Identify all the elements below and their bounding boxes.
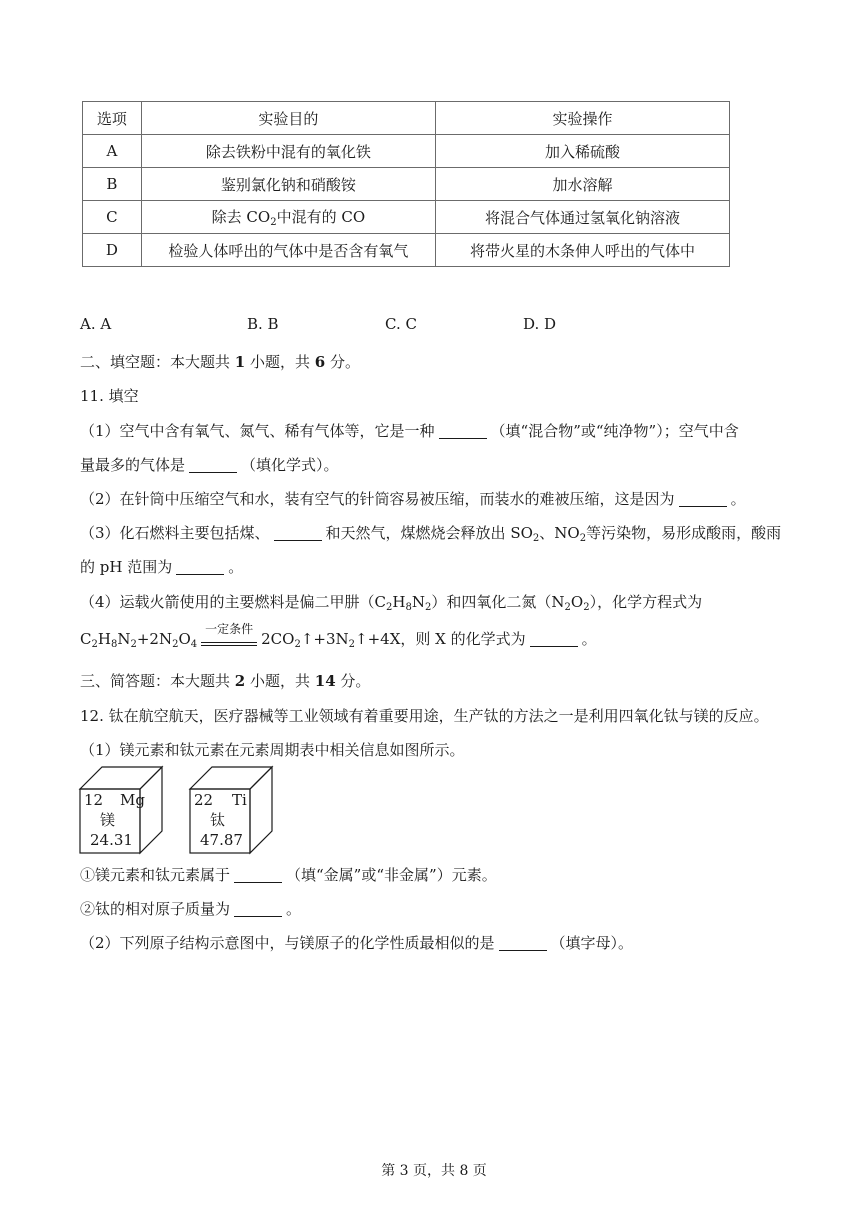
answer-blank[interactable] bbox=[234, 867, 282, 883]
section-count: 1 bbox=[234, 353, 246, 371]
element-name: 镁 bbox=[100, 811, 116, 829]
choice-b[interactable]: B. B bbox=[247, 315, 279, 333]
purpose-text: 中混有的 CO bbox=[276, 208, 366, 226]
subscript: 2 bbox=[425, 602, 432, 613]
row-purpose: 检验人体呼出的气体中是否含有氧气 bbox=[141, 234, 435, 267]
answer-blank[interactable] bbox=[189, 457, 237, 473]
equation-text: N bbox=[117, 630, 131, 648]
equation-text: ↑+3N bbox=[300, 630, 349, 648]
question-text: （1）空气中含有氧气、氮气、稀有气体等，它是一种 bbox=[80, 422, 435, 440]
row-purpose: 鉴别氯化钠和硝酸铵 bbox=[141, 168, 435, 201]
question-text: ①镁元素和钛元素属于 bbox=[80, 866, 231, 884]
subscript: 2 bbox=[564, 602, 571, 613]
row-option: B bbox=[83, 168, 142, 201]
subscript: 2 bbox=[91, 639, 98, 650]
row-operation: 将带火星的木条伸人呼出的气体中 bbox=[435, 234, 729, 267]
section-text: 小题，共 bbox=[245, 353, 315, 371]
q12-subquestion-2 bbox=[80, 898, 301, 919]
question-text: 量最多的气体是 bbox=[80, 456, 186, 474]
question-text: 和天然气，煤燃烧会释放出 SO bbox=[325, 524, 533, 542]
row-operation: 将混合气体通过氢氧化钠溶液 bbox=[435, 201, 729, 234]
section-heading-short-answer bbox=[80, 670, 370, 691]
question-text: 的 pH 范围为 bbox=[80, 558, 173, 576]
choice-a[interactable]: A. A bbox=[80, 315, 112, 333]
chemical-equation bbox=[80, 622, 597, 650]
atomic-mass: 24.31 bbox=[90, 831, 133, 849]
equation-text: 。 bbox=[581, 630, 597, 648]
q12-part2 bbox=[80, 932, 633, 953]
question-12-title: 12. 钛在航空航天，医疗器械等工业领域有着重要用途，生产钛的方法之一是利用四氧化钛与镁的反应。 bbox=[80, 707, 769, 725]
row-purpose bbox=[141, 201, 435, 234]
subscript: 2 bbox=[348, 639, 356, 650]
question-text: 。 bbox=[286, 900, 302, 918]
section-score: 14 bbox=[314, 672, 336, 690]
header-operation: 实验操作 bbox=[435, 102, 729, 135]
choice-c[interactable]: C. C bbox=[385, 315, 417, 333]
row-operation: 加入稀硫酸 bbox=[435, 135, 729, 168]
question-text: ②钛的相对原子质量为 bbox=[80, 900, 231, 918]
subscript: 2 bbox=[579, 533, 587, 544]
equation-text: H bbox=[97, 630, 111, 648]
row-option: D bbox=[83, 234, 142, 267]
subscript: 2 bbox=[270, 217, 277, 228]
section-text: 三、简答题：本大题共 bbox=[80, 672, 235, 690]
question-text: （4）运载火箭使用的主要燃料是偏二甲肼（C bbox=[80, 593, 387, 611]
q11-part1-line1 bbox=[80, 420, 739, 441]
question-text: N bbox=[411, 593, 425, 611]
section-count: 2 bbox=[234, 672, 246, 690]
subscript: 8 bbox=[110, 639, 118, 650]
question-text: （填化学式）。 bbox=[241, 456, 339, 474]
row-purpose: 除去铁粉中混有的氧化铁 bbox=[141, 135, 435, 168]
equation-text: +2N bbox=[136, 630, 173, 648]
question-text: （2）在针筒中压缩空气和水，装有空气的针筒容易被压缩，而装水的难被压缩，这是因为 bbox=[80, 490, 675, 508]
atomic-number: 12 bbox=[84, 791, 104, 809]
answer-blank[interactable] bbox=[499, 935, 547, 951]
q12-subquestion-1 bbox=[80, 864, 497, 885]
question-text: （填“金属”或“非金属”）元素。 bbox=[286, 866, 497, 884]
element-card-magnesium bbox=[78, 765, 188, 855]
answer-blank[interactable] bbox=[439, 423, 487, 439]
q11-part1-line2 bbox=[80, 454, 339, 475]
table-header-row bbox=[83, 102, 730, 135]
question-text: 。 bbox=[228, 558, 244, 576]
question-text: （3）化石燃料主要包括煤、 bbox=[80, 524, 270, 542]
section-text: 二、填空题：本大题共 bbox=[80, 353, 235, 371]
answer-blank[interactable] bbox=[679, 491, 727, 507]
subscript: 2 bbox=[172, 639, 179, 650]
equation-text: O bbox=[178, 630, 191, 648]
subscript: 2 bbox=[532, 533, 540, 544]
question-text: 、NO bbox=[539, 524, 580, 542]
answer-blank[interactable] bbox=[274, 525, 322, 541]
subscript: 4 bbox=[190, 639, 198, 650]
section-text: 分。 bbox=[325, 353, 360, 371]
q11-part4-line1 bbox=[80, 591, 702, 613]
q11-part3-line1 bbox=[80, 522, 781, 544]
question-text: （2）下列原子结构示意图中，与镁原子的化学性质最相似的是 bbox=[80, 934, 495, 952]
question-text: ）和四氧化二氮（N bbox=[431, 593, 565, 611]
element-symbol: Ti bbox=[232, 791, 247, 809]
answer-blank[interactable] bbox=[176, 559, 224, 575]
equation-text: ↑+4X，则 X 的化学式为 bbox=[355, 630, 526, 648]
element-name: 钛 bbox=[210, 811, 226, 829]
question-text: O bbox=[570, 593, 584, 611]
q11-part2 bbox=[80, 488, 746, 509]
header-purpose: 实验目的 bbox=[141, 102, 435, 135]
equation-text: C bbox=[80, 630, 92, 648]
subscript: 2 bbox=[583, 602, 590, 613]
header-option: 选项 bbox=[83, 102, 142, 135]
subscript: 2 bbox=[130, 639, 137, 650]
row-operation: 加水溶解 bbox=[435, 168, 729, 201]
subscript: 2 bbox=[294, 639, 301, 650]
row-option: C bbox=[83, 201, 142, 234]
equals-line-bottom bbox=[201, 645, 257, 646]
purpose-text: 除去 CO bbox=[211, 208, 271, 226]
question-text: H bbox=[392, 593, 406, 611]
q12-part1: （1）镁元素和钛元素在元素周期表中相关信息如图所示。 bbox=[80, 741, 465, 759]
subscript: 8 bbox=[405, 602, 412, 613]
equation-text: 2CO bbox=[261, 630, 295, 648]
table-row bbox=[83, 168, 730, 201]
experiment-table bbox=[82, 101, 730, 267]
question-11-title: 11. 填空 bbox=[80, 387, 139, 405]
row-option: A bbox=[83, 135, 142, 168]
atomic-mass: 47.87 bbox=[200, 831, 243, 849]
table-row bbox=[83, 201, 730, 234]
answer-blank[interactable] bbox=[234, 901, 282, 917]
element-symbol: Mg bbox=[120, 791, 145, 809]
section-text: 小题，共 bbox=[245, 672, 315, 690]
table-row bbox=[83, 234, 730, 267]
table-row bbox=[83, 135, 730, 168]
question-text: 等污染物，易形成酸雨，酸雨 bbox=[586, 524, 782, 542]
equals-line-top bbox=[201, 642, 257, 643]
section-heading-fill-in bbox=[80, 351, 360, 372]
reaction-condition-label: 一定条件 bbox=[205, 622, 254, 636]
section-score: 6 bbox=[314, 353, 326, 371]
atomic-number: 22 bbox=[194, 791, 214, 809]
question-text: 。 bbox=[730, 490, 746, 508]
answer-blank[interactable] bbox=[530, 631, 578, 647]
question-text: ），化学方程式为 bbox=[589, 593, 703, 611]
element-card-titanium bbox=[188, 765, 298, 855]
section-text: 分。 bbox=[335, 672, 371, 690]
q11-part3-line2 bbox=[80, 556, 243, 577]
page-footer: 第 3 页，共 8 页 bbox=[381, 1163, 487, 1179]
question-text: （填字母）。 bbox=[550, 934, 634, 952]
question-text: （填“混合物”或“纯净物”）；空气中含 bbox=[490, 422, 739, 440]
choice-d[interactable]: D. D bbox=[523, 315, 557, 333]
reaction-condition-arrow bbox=[201, 622, 257, 650]
subscript: 2 bbox=[386, 602, 393, 613]
